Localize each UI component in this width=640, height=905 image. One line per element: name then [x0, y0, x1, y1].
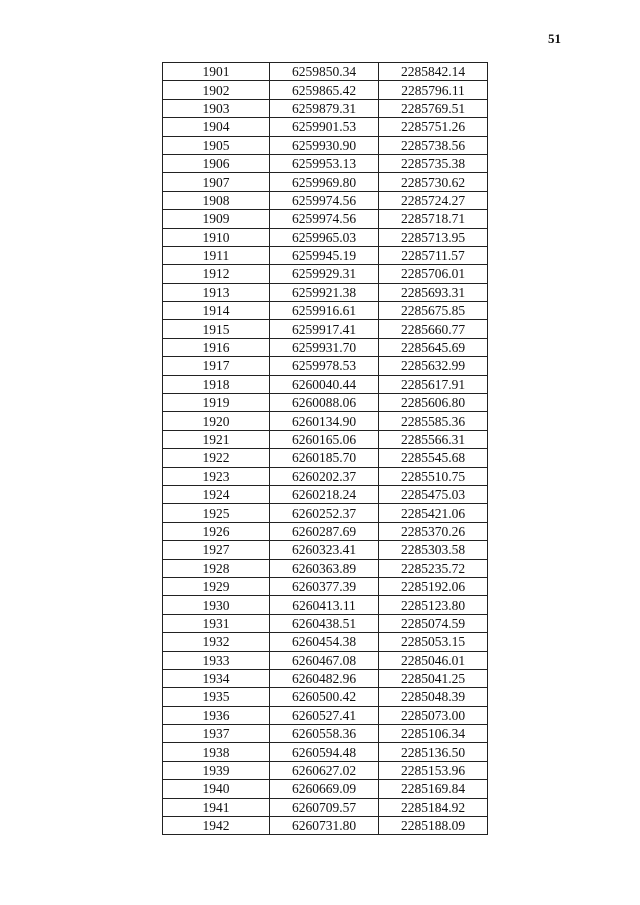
x-coordinate-cell: 6260287.69: [270, 522, 379, 540]
table-row: [163, 761, 488, 779]
y-coordinate-cell: 2285711.57: [379, 246, 488, 264]
y-coordinate-cell: 2285370.26: [379, 522, 488, 540]
table-row: [163, 154, 488, 172]
table-row: [163, 63, 488, 81]
y-coordinate-cell: 2285421.06: [379, 504, 488, 522]
y-coordinate-cell: 2285606.80: [379, 394, 488, 412]
x-coordinate-cell: 6260558.36: [270, 725, 379, 743]
point-number-cell: 1918: [163, 375, 270, 393]
x-coordinate-cell: 6260252.37: [270, 504, 379, 522]
point-number-cell: 1908: [163, 191, 270, 209]
point-number-cell: 1933: [163, 651, 270, 669]
table-row: [163, 338, 488, 356]
table-row: [163, 725, 488, 743]
x-coordinate-cell: 6260185.70: [270, 449, 379, 467]
table-row: [163, 743, 488, 761]
table-row: [163, 633, 488, 651]
point-number-cell: 1915: [163, 320, 270, 338]
y-coordinate-cell: 2285073.00: [379, 706, 488, 724]
point-number-cell: 1902: [163, 81, 270, 99]
table-row: [163, 577, 488, 595]
point-number-cell: 1931: [163, 614, 270, 632]
table-row: [163, 614, 488, 632]
point-number-cell: 1926: [163, 522, 270, 540]
y-coordinate-cell: 2285106.34: [379, 725, 488, 743]
y-coordinate-cell: 2285724.27: [379, 191, 488, 209]
point-number-cell: 1940: [163, 780, 270, 798]
point-number-cell: 1930: [163, 596, 270, 614]
table-row: [163, 191, 488, 209]
x-coordinate-cell: 6259978.53: [270, 357, 379, 375]
point-number-cell: 1942: [163, 817, 270, 835]
x-coordinate-cell: 6260413.11: [270, 596, 379, 614]
table-row: [163, 817, 488, 835]
table-row: [163, 504, 488, 522]
y-coordinate-cell: 2285842.14: [379, 63, 488, 81]
table-row: [163, 669, 488, 687]
x-coordinate-cell: 6260165.06: [270, 430, 379, 448]
y-coordinate-cell: 2285566.31: [379, 430, 488, 448]
point-number-cell: 1916: [163, 338, 270, 356]
x-coordinate-cell: 6260363.89: [270, 559, 379, 577]
y-coordinate-cell: 2285046.01: [379, 651, 488, 669]
point-number-cell: 1924: [163, 485, 270, 503]
x-coordinate-cell: 6259901.53: [270, 118, 379, 136]
y-coordinate-cell: 2285123.80: [379, 596, 488, 614]
y-coordinate-cell: 2285660.77: [379, 320, 488, 338]
x-coordinate-cell: 6259969.80: [270, 173, 379, 191]
x-coordinate-cell: 6259930.90: [270, 136, 379, 154]
x-coordinate-cell: 6260709.57: [270, 798, 379, 816]
table-row: [163, 559, 488, 577]
page-number: 51: [548, 31, 561, 46]
x-coordinate-cell: 6259850.34: [270, 63, 379, 81]
x-coordinate-cell: 6259945.19: [270, 246, 379, 264]
point-number-cell: 1932: [163, 633, 270, 651]
x-coordinate-cell: 6260438.51: [270, 614, 379, 632]
x-coordinate-cell: 6259929.31: [270, 265, 379, 283]
x-coordinate-cell: 6260627.02: [270, 761, 379, 779]
y-coordinate-cell: 2285545.68: [379, 449, 488, 467]
table-row: [163, 99, 488, 117]
x-coordinate-cell: 6260594.48: [270, 743, 379, 761]
coordinates-table-body: [163, 63, 488, 835]
point-number-cell: 1929: [163, 577, 270, 595]
table-row: [163, 651, 488, 669]
table-row: [163, 412, 488, 430]
x-coordinate-cell: 6259931.70: [270, 338, 379, 356]
point-number-cell: 1909: [163, 210, 270, 228]
y-coordinate-cell: 2285153.96: [379, 761, 488, 779]
point-number-cell: 1910: [163, 228, 270, 246]
point-number-cell: 1904: [163, 118, 270, 136]
x-coordinate-cell: 6259916.61: [270, 302, 379, 320]
x-coordinate-cell: 6260202.37: [270, 467, 379, 485]
point-number-cell: 1928: [163, 559, 270, 577]
x-coordinate-cell: 6259974.56: [270, 191, 379, 209]
table-row: [163, 357, 488, 375]
table-row: [163, 467, 488, 485]
y-coordinate-cell: 2285192.06: [379, 577, 488, 595]
table-row: [163, 798, 488, 816]
table-row: [163, 210, 488, 228]
y-coordinate-cell: 2285738.56: [379, 136, 488, 154]
table-row: [163, 522, 488, 540]
y-coordinate-cell: 2285053.15: [379, 633, 488, 651]
y-coordinate-cell: 2285632.99: [379, 357, 488, 375]
y-coordinate-cell: 2285617.91: [379, 375, 488, 393]
point-number-cell: 1927: [163, 541, 270, 559]
y-coordinate-cell: 2285136.50: [379, 743, 488, 761]
x-coordinate-cell: 6260482.96: [270, 669, 379, 687]
x-coordinate-cell: 6259974.56: [270, 210, 379, 228]
y-coordinate-cell: 2285693.31: [379, 283, 488, 301]
y-coordinate-cell: 2285706.01: [379, 265, 488, 283]
point-number-cell: 1925: [163, 504, 270, 522]
table-row: [163, 320, 488, 338]
x-coordinate-cell: 6260323.41: [270, 541, 379, 559]
x-coordinate-cell: 6260500.42: [270, 688, 379, 706]
point-number-cell: 1937: [163, 725, 270, 743]
table-row: [163, 688, 488, 706]
point-number-cell: 1913: [163, 283, 270, 301]
y-coordinate-cell: 2285235.72: [379, 559, 488, 577]
point-number-cell: 1914: [163, 302, 270, 320]
x-coordinate-cell: 6260669.09: [270, 780, 379, 798]
table-row: [163, 302, 488, 320]
y-coordinate-cell: 2285730.62: [379, 173, 488, 191]
x-coordinate-cell: 6260218.24: [270, 485, 379, 503]
x-coordinate-cell: 6259965.03: [270, 228, 379, 246]
table-row: [163, 283, 488, 301]
x-coordinate-cell: 6259879.31: [270, 99, 379, 117]
y-coordinate-cell: 2285751.26: [379, 118, 488, 136]
point-number-cell: 1917: [163, 357, 270, 375]
y-coordinate-cell: 2285188.09: [379, 817, 488, 835]
point-number-cell: 1935: [163, 688, 270, 706]
table-row: [163, 81, 488, 99]
y-coordinate-cell: 2285303.58: [379, 541, 488, 559]
x-coordinate-cell: 6259953.13: [270, 154, 379, 172]
y-coordinate-cell: 2285718.71: [379, 210, 488, 228]
x-coordinate-cell: 6260040.44: [270, 375, 379, 393]
y-coordinate-cell: 2285048.39: [379, 688, 488, 706]
point-number-cell: 1911: [163, 246, 270, 264]
point-number-cell: 1901: [163, 63, 270, 81]
table-row: [163, 173, 488, 191]
point-number-cell: 1919: [163, 394, 270, 412]
point-number-cell: 1939: [163, 761, 270, 779]
table-row: [163, 596, 488, 614]
point-number-cell: 1936: [163, 706, 270, 724]
point-number-cell: 1906: [163, 154, 270, 172]
point-number-cell: 1907: [163, 173, 270, 191]
x-coordinate-cell: 6260731.80: [270, 817, 379, 835]
y-coordinate-cell: 2285510.75: [379, 467, 488, 485]
y-coordinate-cell: 2285735.38: [379, 154, 488, 172]
x-coordinate-cell: 6259865.42: [270, 81, 379, 99]
x-coordinate-cell: 6260134.90: [270, 412, 379, 430]
table-row: [163, 246, 488, 264]
y-coordinate-cell: 2285675.85: [379, 302, 488, 320]
table-row: [163, 136, 488, 154]
point-number-cell: 1922: [163, 449, 270, 467]
point-number-cell: 1923: [163, 467, 270, 485]
table-row: [163, 485, 488, 503]
point-number-cell: 1938: [163, 743, 270, 761]
point-number-cell: 1903: [163, 99, 270, 117]
y-coordinate-cell: 2285475.03: [379, 485, 488, 503]
y-coordinate-cell: 2285169.84: [379, 780, 488, 798]
table-row: [163, 430, 488, 448]
point-number-cell: 1905: [163, 136, 270, 154]
table-row: [163, 265, 488, 283]
y-coordinate-cell: 2285585.36: [379, 412, 488, 430]
x-coordinate-cell: 6260377.39: [270, 577, 379, 595]
table-row: [163, 118, 488, 136]
coordinates-table: [162, 62, 488, 835]
x-coordinate-cell: 6259921.38: [270, 283, 379, 301]
x-coordinate-cell: 6260088.06: [270, 394, 379, 412]
point-number-cell: 1934: [163, 669, 270, 687]
point-number-cell: 1920: [163, 412, 270, 430]
x-coordinate-cell: 6260527.41: [270, 706, 379, 724]
table-row: [163, 228, 488, 246]
point-number-cell: 1912: [163, 265, 270, 283]
x-coordinate-cell: 6260467.08: [270, 651, 379, 669]
table-row: [163, 375, 488, 393]
table-row: [163, 394, 488, 412]
point-number-cell: 1941: [163, 798, 270, 816]
table-row: [163, 449, 488, 467]
y-coordinate-cell: 2285645.69: [379, 338, 488, 356]
table-row: [163, 541, 488, 559]
y-coordinate-cell: 2285074.59: [379, 614, 488, 632]
y-coordinate-cell: 2285041.25: [379, 669, 488, 687]
y-coordinate-cell: 2285184.92: [379, 798, 488, 816]
y-coordinate-cell: 2285769.51: [379, 99, 488, 117]
point-number-cell: 1921: [163, 430, 270, 448]
table-row: [163, 780, 488, 798]
x-coordinate-cell: 6259917.41: [270, 320, 379, 338]
y-coordinate-cell: 2285796.11: [379, 81, 488, 99]
y-coordinate-cell: 2285713.95: [379, 228, 488, 246]
table-row: [163, 706, 488, 724]
x-coordinate-cell: 6260454.38: [270, 633, 379, 651]
